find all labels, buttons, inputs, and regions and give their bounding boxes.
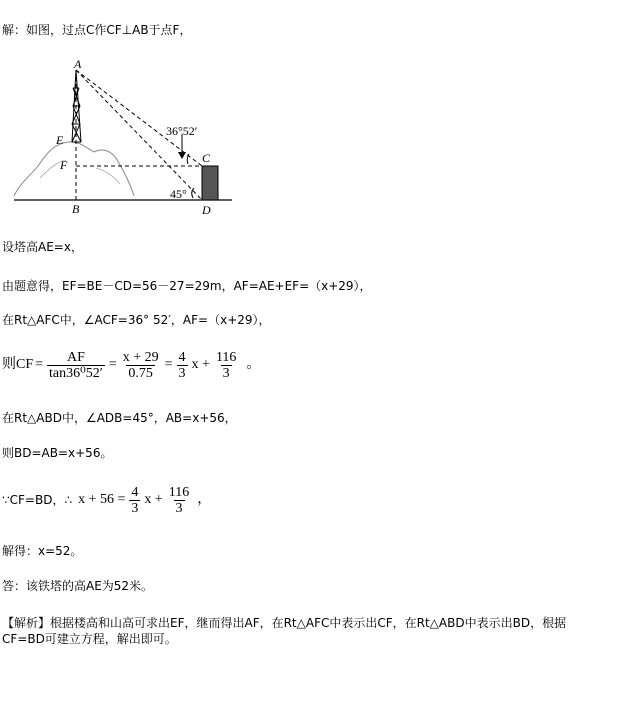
solution-text: 解得：x=52。 bbox=[2, 544, 83, 558]
step-bd: 则BD=AB=x+56。 bbox=[2, 446, 113, 460]
step-set: 设塔高AE=x， bbox=[2, 240, 83, 254]
analysis-line-1: 【解析】根据楼高和山高可求出EF，继而得出AF，在Rt△AFC中表示出CF，在Rt△ABD中表示出BD，根据 bbox=[2, 616, 567, 630]
label-D: D bbox=[202, 203, 211, 217]
step-rt1: 在Rt△AFC中，∠ACF=36° 52′，AF=（x+29）， bbox=[2, 313, 271, 327]
label-F: F bbox=[60, 158, 68, 172]
mountain-outline bbox=[14, 142, 134, 196]
equation-cf: 则CF = $\frac{AF}{\text{tan36⁰52′}}$ = $\frac{x + 29}{0.75}$ = $\frac{4}{3}$ x + $\frac{116}{3}$ 。 bbox=[2, 349, 261, 381]
label-B: B bbox=[72, 202, 80, 216]
building bbox=[202, 166, 218, 200]
eq1-frac4: $\frac{116}{3}$ bbox=[215, 349, 237, 381]
analysis-line-2: CF=BD可建立方程，解出即可。 bbox=[2, 632, 177, 646]
label-A: A bbox=[74, 58, 82, 71]
eq1-frac2: $\frac{x + 29}{0.75}$ bbox=[122, 349, 159, 381]
intro-text: 解：如图，过点C作CF⊥AB于点F， bbox=[2, 23, 192, 37]
step-rt2: 在Rt△ABD中，∠ADB=45°，AB=x+56， bbox=[2, 411, 237, 425]
eq2-frac2: $\frac{116}{3}$ bbox=[168, 484, 190, 516]
label-C: C bbox=[202, 151, 211, 165]
equation-main: ∵CF=BD，∴ x + 56 = $\frac{4}{3}$ x + $\frac{116}{3}$ ， bbox=[2, 484, 212, 516]
eq1-frac3: $\frac{4}{3}$ bbox=[178, 349, 186, 381]
geometry-figure bbox=[10, 58, 240, 218]
angle-label-2: 45° bbox=[170, 187, 187, 201]
eq1-frac1: $\frac{AF}{\text{tan36⁰52′}}$ bbox=[49, 349, 103, 381]
eq2-prefix: ∵CF=BD，∴ bbox=[2, 493, 73, 507]
angle-label-1: 36°52′ bbox=[166, 124, 198, 138]
step-given: 由题意得，EF=BE－CD=56－27=29m，AF=AE+EF=（x+29）， bbox=[2, 279, 372, 293]
answer-text: 答：该铁塔的高AE为52米。 bbox=[2, 579, 154, 593]
eq1-prefix: 则CF bbox=[2, 357, 34, 372]
label-E: E bbox=[56, 133, 64, 147]
eq2-frac1: $\frac{4}{3}$ bbox=[131, 484, 139, 516]
